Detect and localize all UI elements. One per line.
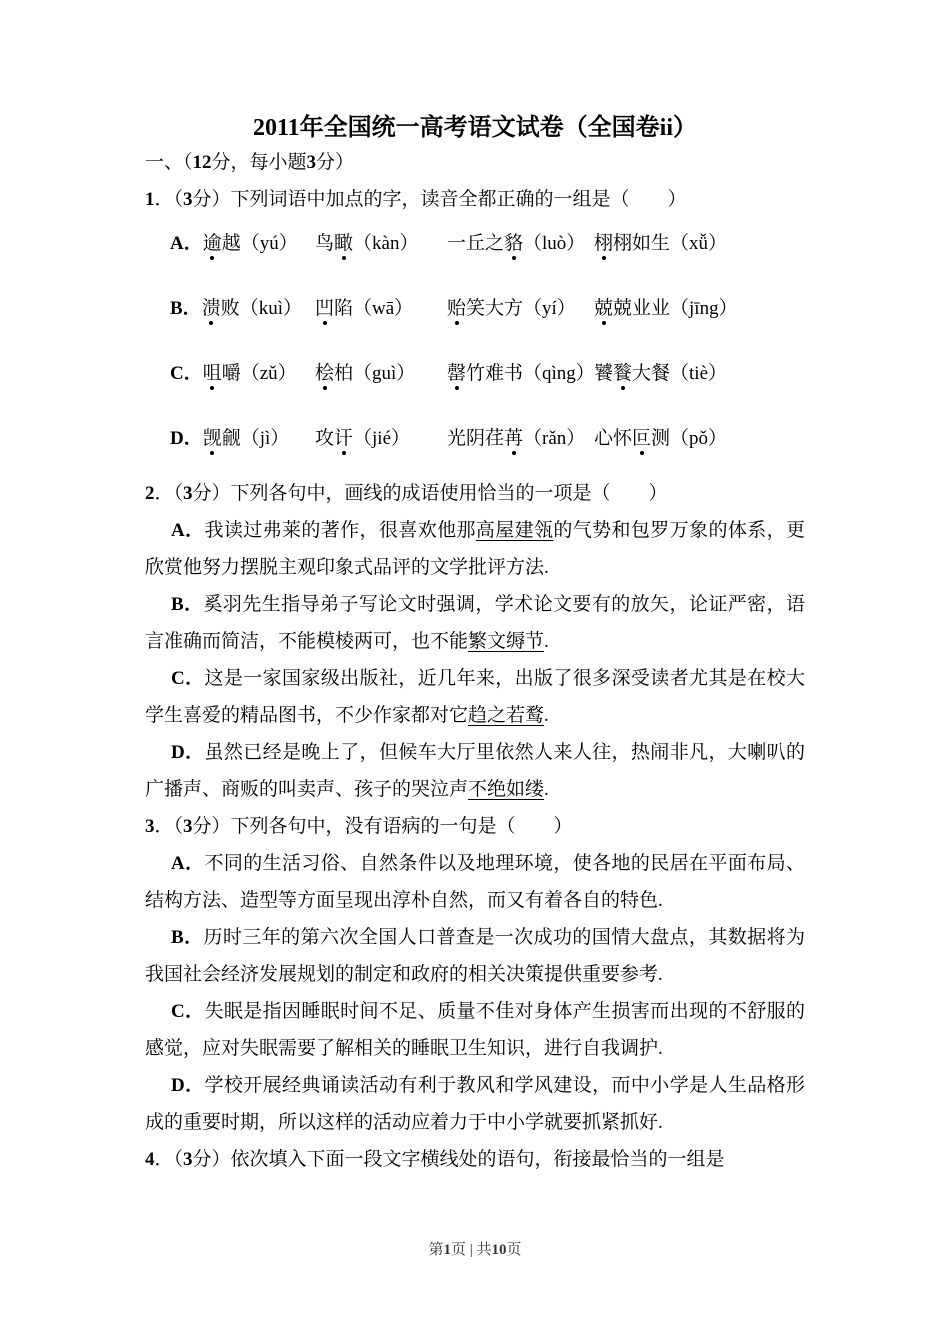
q1-b-cell-1: [170, 292, 315, 326]
option-label: C．: [171, 1001, 205, 1022]
q3-stem: 3．（3分）下列各句中，没有语病的一句是（ ）: [145, 816, 573, 837]
option-term: 攻讦（jié）: [315, 428, 411, 449]
q2-option-d: [145, 734, 805, 808]
option-text: 我读过弗莱的著作，很喜欢他那高屋建瓴的气势和包罗万象的体系，更欣赏他努力摆脱主观印象式品评的文学批评方法.: [145, 520, 805, 578]
option-text: 不同的生活习俗、自然条件以及地理环境，使各地的民居在平面布局、结构方法、造型等方面呈现出淳朴自然，而又有着各自的特色.: [145, 853, 805, 911]
option-term: 贻笑大方（yí）: [447, 298, 576, 319]
q1-option-c: [145, 357, 805, 391]
option-label: D．: [170, 428, 203, 449]
option-term: 罄竹难书（qìng）: [447, 363, 595, 384]
option-text: 奚羽先生指导弟子写论文时强调，学术论文要有的放矢，论证严密，语言准确而简洁，不能模棱两可，也不能繁文缛节.: [145, 594, 805, 652]
option-term: 一丘之貉（luò）: [447, 233, 586, 254]
option-term: 栩栩如生（xǚ）: [594, 233, 728, 254]
option-text: 失眠是指因睡眠时间不足、质量不佳对身体产生损害而出现的不舒服的感觉，应对失眠需要了解相关的睡眠卫生知识，进行自我调护.: [145, 1001, 805, 1059]
q2-option-a: [145, 512, 805, 586]
q1-option-b: [145, 292, 805, 326]
option-term: 咀嚼（zǔ）: [202, 363, 297, 384]
q1-option-a: [145, 227, 805, 261]
option-term: 兢兢业业（jīng）: [594, 298, 738, 319]
q1-c-cell-1: [170, 357, 315, 391]
option-term: 饕餮大餐（tiè）: [594, 363, 728, 384]
option-term: 光阴荏苒（rǎn）: [447, 428, 586, 449]
page-number-footer: 第1页 | 共10页: [428, 1242, 522, 1258]
option-text: 这是一家国家级出版社，近几年来，出版了很多深受读者尤其是在校大学生喜爱的精品图书，不少作家都对它趋之若鹜.: [145, 668, 805, 726]
option-label: D．: [171, 742, 205, 763]
option-label: C．: [171, 668, 205, 689]
option-text: 虽然已经是晚上了，但候车大厅里依然人来人往，热闹非凡，大喇叭的广播声、商贩的叫卖声、孩子的哭泣声不绝如缕.: [145, 742, 805, 800]
option-term: 鸟瞰（kàn）: [315, 233, 419, 254]
option-label: A．: [171, 853, 205, 874]
option-text: 学校开展经典诵读活动有利于教风和学风建设，而中小学是人生品格形成的重要时期，所以这样的活动应着力于中小学就要抓紧抓好.: [145, 1075, 805, 1133]
q1-option-d: [145, 422, 805, 456]
q3-option-d: [145, 1067, 805, 1141]
option-label: D．: [171, 1075, 205, 1096]
option-label: B．: [170, 298, 202, 319]
q3-option-b: [145, 919, 805, 993]
page-title: 2011年全国统一高考语文试卷（全国卷ii）: [252, 115, 697, 141]
q3-option-c: [145, 993, 805, 1067]
option-label: B．: [171, 927, 204, 948]
q1-options: [145, 227, 805, 456]
option-term: 逾越（yú）: [202, 233, 298, 254]
q4-stem: 4．（3分）依次填入下面一段文字横线处的语句，衔接最恰当的一组是: [145, 1149, 725, 1170]
q1-a-cell-1: [170, 227, 315, 261]
option-label: C．: [170, 363, 203, 384]
q1-d-cell-1: [170, 422, 315, 456]
q2-option-c: [145, 660, 805, 734]
option-label: A．: [170, 233, 203, 254]
q1-stem: 1．（3分）下列词语中加点的字，读音全都正确的一组是（ ）: [145, 189, 687, 210]
option-term: 桧柏（guì）: [315, 363, 416, 384]
option-label: A．: [171, 520, 205, 541]
option-term: 心怀叵测（pǒ）: [594, 428, 728, 449]
option-term: 溃败（kuì）: [201, 298, 302, 319]
option-term: 觊觎（jì）: [202, 428, 290, 449]
option-term: 凹陷（wā）: [315, 298, 414, 319]
q2-option-b: [145, 586, 805, 660]
option-text: 历时三年的第六次全国人口普查是一次成功的国情大盘点，其数据将为我国社会经济发展规划的制定和政府的相关决策提供重要参考.: [145, 927, 805, 985]
q3-option-a: [145, 845, 805, 919]
q2-stem: 2．（3分）下列各句中，画线的成语使用恰当的一项是（ ）: [145, 483, 668, 504]
option-label: B．: [171, 594, 204, 615]
section-header: 一、（12分，每小题3分）: [145, 152, 355, 173]
